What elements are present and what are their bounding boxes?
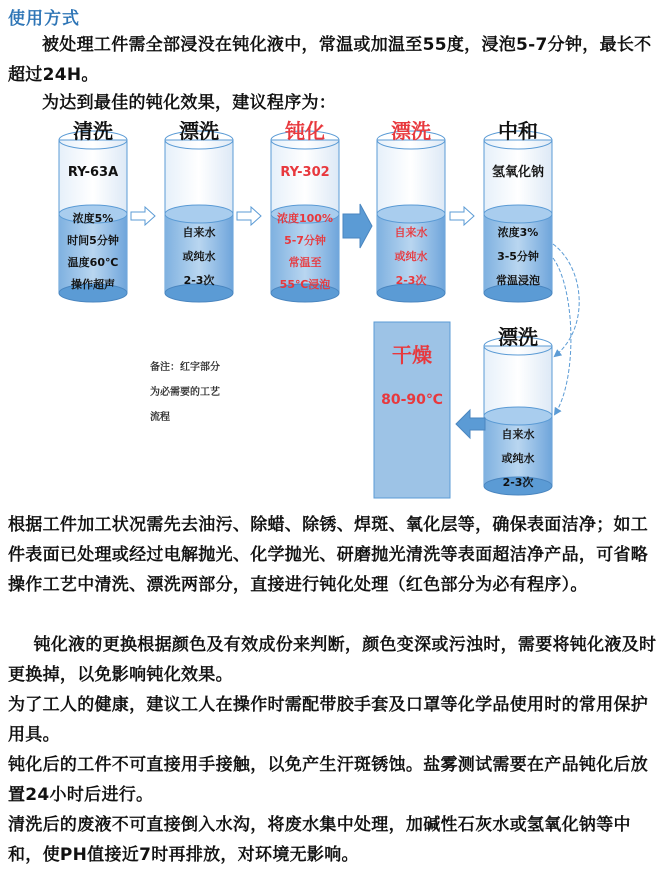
step-detail: 2-3次 xyxy=(395,274,427,287)
beaker xyxy=(484,119,552,302)
diagram-note: 备注：红字部分 xyxy=(150,362,220,373)
step-title: 漂洗 xyxy=(179,119,219,143)
beaker xyxy=(377,119,445,302)
step-detail: 浓度5% xyxy=(72,212,114,225)
diagram-note: 流程 xyxy=(150,412,170,423)
step-detail: 2-3次 xyxy=(183,274,215,287)
step-detail: 或纯水 xyxy=(182,250,216,263)
intro-paragraph: 被处理工件需全部浸没在钝化液中，常温或加温至55度，浸泡5-7分钟，最长不超过24H。 xyxy=(8,35,652,85)
body-paragraph: 为了工人的健康，建议工人在操作时需配带胶手套及口罩等化学品使用时的常用保护用具。 xyxy=(8,695,649,745)
step-detail: 2-3次 xyxy=(502,476,534,489)
step-detail: 时间5分钟 xyxy=(67,234,119,247)
flow-arrow-curve xyxy=(553,244,579,356)
flow-arrow-curve xyxy=(553,258,571,414)
body-paragraph: 钝化后的工件不可直接用手接触，以免产生汗斑锈蚀。盐雾测试需要在产品钝化后放置24小时后进行。 xyxy=(8,755,649,805)
liquid-surface xyxy=(484,407,552,425)
step-detail: 55℃浸泡 xyxy=(279,278,331,291)
body-paragraph: 钝化液的更换根据颜色及有效成份来判断，颜色变深或污浊时，需要将钝化液及时更换掉，以免影响钝化效果。 xyxy=(8,635,657,685)
flow-arrow xyxy=(237,207,261,225)
step-detail: 操作超声 xyxy=(71,278,115,291)
step-detail: 浓度3% xyxy=(497,226,539,239)
step-detail: 3-5分钟 xyxy=(497,250,539,263)
step-detail: 自来水 xyxy=(394,226,428,239)
body-paragraph: 清洗后的废液不可直接倒入水沟，将废水集中处理，加碱性石灰水或氢氧化钠等中和，使PH值接近7时再排放，对环境无影响。 xyxy=(8,815,631,865)
beaker xyxy=(484,325,552,495)
step-detail: 或纯水 xyxy=(501,452,535,465)
flow-arrow-main xyxy=(343,204,372,248)
step-title: 漂洗 xyxy=(391,119,431,143)
step-detail: 常温至 xyxy=(288,256,322,269)
intro-paragraph: 为达到最佳的钝化效果，建议程序为： xyxy=(42,93,337,113)
step-detail: 自来水 xyxy=(501,428,535,441)
flow-arrow xyxy=(131,207,155,225)
step-title: 中和 xyxy=(498,119,538,143)
beaker xyxy=(271,119,339,302)
step-detail: 浓度100% xyxy=(277,212,333,225)
step-detail: 温度60℃ xyxy=(67,256,119,269)
beaker xyxy=(165,119,233,302)
liquid-surface xyxy=(377,205,445,223)
step-detail: 自来水 xyxy=(182,226,216,239)
diagram-note: 为必需要的工艺 xyxy=(150,387,220,398)
step-product: RY-63A xyxy=(67,165,119,180)
liquid-surface xyxy=(165,205,233,223)
step-title: 漂洗 xyxy=(498,325,538,349)
step-product: RY-302 xyxy=(280,165,330,180)
step-title: 钝化 xyxy=(285,119,325,143)
step-detail: 或纯水 xyxy=(394,250,428,263)
dry-title: 干燥 xyxy=(392,343,432,367)
liquid-surface xyxy=(484,205,552,223)
section-heading: 使用方式 xyxy=(8,9,80,29)
step-detail: 5-7分钟 xyxy=(284,234,326,247)
step-product: 氢氧化钠 xyxy=(491,165,545,180)
flow-arrow xyxy=(450,207,474,225)
body-paragraph: 根据工件加工状况需先去油污、除蜡、除锈、焊斑、氧化层等，确保表面洁净；如工件表面已处理或经过电解抛光、化学抛光、研磨抛光清洗等表面超洁净产品，可省略操作工艺中清洗、漂洗两部分，直接进行钝化处理（红色部分为必有程序）。 xyxy=(8,515,649,595)
beaker xyxy=(59,119,127,302)
step-detail: 常温浸泡 xyxy=(496,274,540,287)
flow-arrow-dry xyxy=(456,410,485,438)
dry-box xyxy=(374,322,450,498)
step-title: 清洗 xyxy=(73,119,113,143)
process-diagram xyxy=(0,118,666,508)
dry-temp: 80-90℃ xyxy=(381,392,443,408)
